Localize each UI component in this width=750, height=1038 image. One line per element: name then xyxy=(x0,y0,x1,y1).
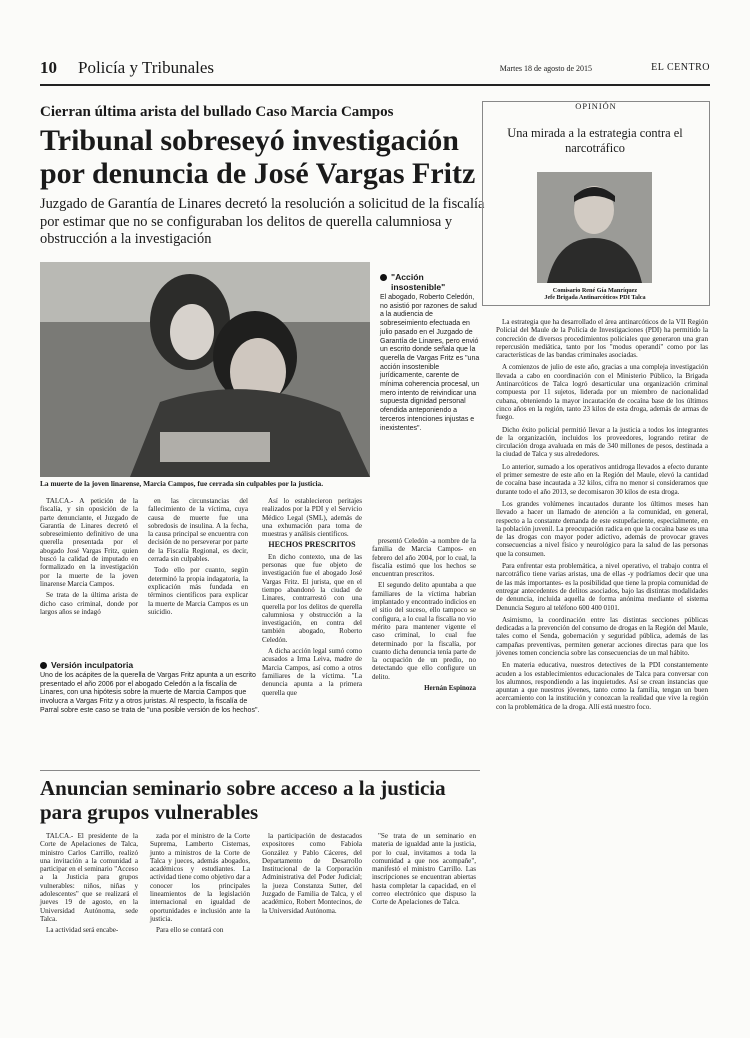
author-portrait xyxy=(537,172,652,283)
article2-column-1 xyxy=(40,832,138,938)
paragraph: Lo anterior, sumado a los operativos antidroga llevados a efecto durante el primer semestre de este año en la Región del Maule, elevó la cantidad de cocaína base incautada a 32 kilos, cifra no menor si consideramos que durante todo el año 2013, se decomisaron 30 kilos de esta droga. xyxy=(496,462,708,496)
paragraph: Asimismo, la coordinación entre las distintas secciones públicas dedicadas a la prevención del consumo de drogas en la Región del Maule, tales como el Senda, gobernación y seguridad pública, además de las campañas preventivas, permiten generar acciones directas para que los jóvenes tomen conciencia sobre las consecuencias de un mal hábito. xyxy=(496,615,708,657)
version-text: Uno de los acápites de la querella de Vargas Fritz apunta a un escrito presentado el año 2006 por el abogado Celedón a la fiscalía de Linares, con una hipótesis sobre la muerte de Marcia Campos que involucra a Vargas Fritz y a otros juristas. Al respecto, la fiscalía de Parral sobre este caso se trata de "una posible versión de los hechos". xyxy=(40,672,260,714)
paragraph: Los grandes volúmenes incautados durante los últimos meses han llevado a hacer un llamado de atención a la comunidad, en general, respecto a la constante demanda de este estupefaciente, especialmente, en la población juvenil. La preocupación radica en que la cocaína base es una de las drogas con mayor poder adictivo, además de provocar graves consecuencias a nivel físico y neurológico para la salud de las personas que la consumen. xyxy=(496,499,708,558)
photo-caption: La muerte de la joven linarense, Marcia Campos, fue cerrada sin culpables por la justicia. xyxy=(40,479,324,488)
paragraph: Se trata de la última arista de dicho caso criminal, donde por largos años se indagó xyxy=(40,591,138,616)
paragraph: A comienzos de julio de este año, gracias a una compleja investigación llevada a cabo en coordinación con el Ministerio Público, la Brigada Antinarcóticos de Talca logró desarticular una organización criminal compuesta por 11 sujetos, liderada por un miembro de nacionalidad cubana, obteniendo la mayor incautación de cocaína base de los últimos cinco años en la región, tanto 23 kilos de esta droga, además de armas de fuego. xyxy=(496,363,708,422)
version-title: Versión inculpatoria xyxy=(51,660,134,670)
paragraph: En materia educativa, nuestros detectives de la PDI constantemente acuden a los establecimientos educacionales de Talca para conversar con los alumnos, respondiendo a las inquietudes. Así se crean instancias que apuntan a que nuestros jóvenes, tanto como la familia, tengan un buen acercamiento con la institución y conozcan la realidad que vive la región con la problemática de la droga. Allí está nuestro foco. xyxy=(496,661,708,711)
author-caption xyxy=(490,287,700,302)
article2-column-2 xyxy=(150,832,250,938)
paragraph: En dicho contexto, una de las personas que fue objeto de investigación fue el abogado José Vargas Fritz. El jurista, que en el tiempo abandonó la ciudad de Linares, contrarrestó con una querella por los delitos de querella calumniosa y obstrucción a la investigación, en contra del también abogado, Roberto Celedón. xyxy=(262,552,362,644)
article1-column-1 xyxy=(40,497,138,619)
article1-column-3 xyxy=(262,497,362,700)
paragraph: El segundo delito apuntaba a que familiares de la víctima habrían implantado y encontrado indicios en el sitio del suceso, ello tampoco se configura, a lo cual la fiscalía no vio mérito para mantener vigente el caso criminal, lo cual fue determinado por la fiscalía, por cuanto dicha denuncia tenía parte de la ocupación de un predio, no detectando que ello configure un delito. xyxy=(372,581,476,681)
paragraph: A dicha acción legal sumó como acusados a Irma Leiva, madre de Marcia Campos, así como a otros familiares de la víctima. "La denuncia apunta a la primera querella que xyxy=(262,647,362,697)
paragraph: zada por el ministro de la Corte Suprema, Lamberto Cisternas, junto a ministros de la Corte de Talca y jueces, además abogados, académicos y estudiantes. La actividad tiene como objetivo dar a conocer los principales lineamientos de la legislación internacional en igualdad de oportunidades e inclusión ante la justicia. xyxy=(150,832,250,923)
sidebar-title-row xyxy=(380,272,480,292)
paragraph: TALCA.- A petición de la fiscalía, y sin oposición de la parte denunciante, el Juzgado de Garantía de Linares decretó el sobreseimiento definitivo de una querella presentada por el abogado José Vargas Fritz, quien buscó la calidad de imputado en formalizado en la investigación por la muerte de la joven linarense Marcia Campos. xyxy=(40,497,138,588)
paragraph: La actividad será encabe- xyxy=(46,926,119,935)
seminar-headline: Anuncian seminario sobre acceso a la justicia para grupos vulnerables xyxy=(40,776,446,824)
bullet-icon xyxy=(40,662,47,669)
paragraph: "Se trata de un seminario en materia de igualdad ante la justicia, por lo cual, invitamos a toda la comunidad a que nos acompañe", manifestó el ministro Carrillo. Las inscripciones se encuentran abiertas hasta completar la capacidad, en el correo electrónico que dispuso la Corte de Apelaciones de Talca. xyxy=(372,832,476,907)
opinion-body xyxy=(496,318,708,715)
paragraph: presentó Celedón -a nombre de la familia de Marcia Campos- en febrero del año 2004, por lo cual, la fiscalía estimó que los hechos se encuentran prescritos. xyxy=(372,537,476,579)
version-box xyxy=(40,660,260,716)
sidebar-box xyxy=(380,272,480,433)
photo-illustration xyxy=(40,262,370,477)
article-kicker: Cierran última arista del bullado Caso Marcia Campos xyxy=(40,104,394,120)
author-role: Jefe Brigada Antinarcóticos PDI Talca xyxy=(544,294,646,302)
paragraph: Para enfrentar esta problemática, a nivel operativo, el trabajo contra el narcotráfico tiene varias aristas, una de ellas -y podríamos decir que una de las más importantes- es la posibilidad que tiene la propia comunidad de entregar antecedentes de delitos asociados, bajo las distintas modalidades de denuncia, incluida aquella de forma anónima mediante el sistema Denuncia Seguro al teléfono 600 400 0101. xyxy=(496,562,708,612)
bullet-icon xyxy=(380,274,387,281)
article1-column-4 xyxy=(372,537,476,692)
sidebar-title: "Acción insostenible" xyxy=(391,272,446,292)
subhead: HECHOS PRESCRITOS xyxy=(268,540,356,550)
paragraph: Dicho éxito policial permitió llevar a la justicia a todos los integrantes de la organización, incluidos los proveedores, logrando retirar de circulación droga avaluada en más de 340 millones de pesos, destinada a la ciudad de Talca y sus alrededores. xyxy=(496,425,708,459)
sidebar-text: El abogado, Roberto Celedón, no asistió por razones de salud a la audiencia de sobreseimiento efectuada en julio pasado en el Juzgado de Garantía de Linares, pero envió un escrito donde señala que la querella de Vargas Fritz es "una acción insostenible jurídicamente, carente de mínima coherencia procesal, un mero intento de reivindicar una supuesta dignidad personal ofendida anteponiendo a terceros intenciones injustas e inexistentes". xyxy=(380,294,480,432)
issue-date: Martes 18 de agosto de 2015 xyxy=(499,64,592,73)
article-divider xyxy=(40,770,480,771)
article-photo xyxy=(40,262,370,477)
article2-column-4 xyxy=(372,832,476,910)
article2-column-3 xyxy=(262,832,362,918)
paragraph: Para ello se contará con xyxy=(156,926,224,935)
byline: Hernán Espinoza xyxy=(424,684,476,693)
author-photo xyxy=(537,172,652,283)
paragraph: Todo ello por cuanto, según determinó la propia indagatoria, la explicación más fundada en términos científicos para explicar la muerte de Marcia Campos es un suicidio. xyxy=(148,566,248,616)
paragraph: La estrategia que ha desarrollado el área antinarcóticos de la VII Región Policial del Maule de la Policía de Investigaciones (PDI) ha permitido la concreción de diversos procedimientos policiales que generaron una gran repercusión mediática, tanto por los "modus operandi" como por las características de las bandas criminales asociadas. xyxy=(496,318,708,360)
paragraph: la participación de destacados expositores como Fabiola González y Pablo Cáceres, del Departamento de Desarrollo Institucional de la Corporación Administrativa del Poder Judicial; la jueza Constanza Sutter, del Juzgado de Familia de Talca, y el académico, Robert Montecinos, de la Universidad Autónoma. xyxy=(262,832,362,915)
paragraph: TALCA.- El presidente de la Corte de Apelaciones de Talca, ministro Carlos Carrillo, realizó una invitación a la comunidad a participar en el seminario "Acceso a la Justicia para grupos vulnerables: niños, niñas y adolescentes" que se realizará el jueves 19 de agosto, en la Universidad Autónoma, sede Talca. xyxy=(40,832,138,923)
article1-column-2 xyxy=(148,497,248,619)
paragraph: en las circunstancias del fallecimiento de la víctima, cuya causa de muerte fue una sobredosis de insulina. A la fecha, la causa principal se encuentra con decisión de no perseverar por parte de la Fiscalía Regional, es decir, cerrada sin culpables. xyxy=(148,497,248,564)
opinion-label: OPINIÓN xyxy=(575,102,617,111)
page-number: 10 xyxy=(40,58,57,77)
version-title-row xyxy=(40,660,260,670)
article-deck: Juzgado de Garantía de Linares decretó la resolución a solicitud de la fiscalía por estimar que no se configuraban los delitos de querella calumniosa y obstrucción a la investigación xyxy=(40,196,485,247)
newspaper-name: EL CENTRO xyxy=(651,62,710,73)
paragraph: Así lo establecieron peritajes realizados por la PDI y el Servicio Médico Legal (SML), además de una exhumación para toma de muestras y análisis científicos. xyxy=(262,497,362,539)
section-title: Policía y Tribunales xyxy=(78,58,215,77)
opinion-title: Una mirada a la estrategia contra el narcotráfico xyxy=(507,126,683,155)
page-header xyxy=(40,58,710,86)
author-name: Comisario René Gía Manríquez xyxy=(552,287,638,294)
article-headline: Tribunal sobreseyó investigación por denuncia de José Vargas Fritz xyxy=(40,124,476,190)
